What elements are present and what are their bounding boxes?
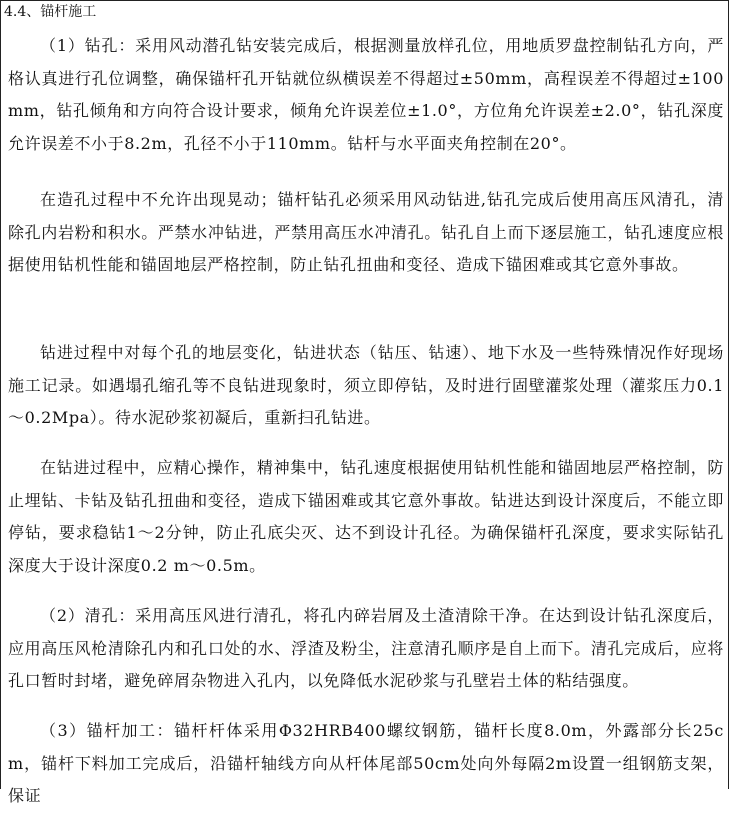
paragraph-drilling-records: 钻进过程中对每个孔的地层变化，钻进状态（钻压、钻速）、地下水及一些特殊情况作好现场施工记录。如遇塌孔缩孔等不良钻进现象时，须立即停钻，及时进行固壁灌浆处理（灌浆压力0.1～0.2Mpa）。待水泥砂浆初凝后，重新扫孔钻进。 [8,343,724,428]
paragraph-drilling-operation: 在钻进过程中，应精心操作，精神集中，钻孔速度根据使用钻机性能和锚固地层严格控制，防止埋钻、卡钻及钻孔扭曲和变径，造成下锚困难或其它意外事故。钻进达到设计深度后，不能立即停钻，要求稳钻1～2分钟，防止孔底尖灭、达不到设计孔径。为确保锚杆孔深度，要求实际钻孔深度大于设计深度0.2 m～0.5m。 [8,458,724,575]
paragraph-drilling: （1）钻孔：采用风动潜孔钻安装完成后，根据测量放样孔位，用地质罗盘控制钻孔方向，严格认真进行孔位调整，确保锚杆孔开钻就位纵横误差不得超过±50mm，高程误差不得超过±100mm，钻孔倾角和方向符合设计要求，倾角允许误差位±1.0°，方位角允许误差±2.0°，钻孔深度允许误差不小于8.2m，孔径不小于110mm。钻杆与水平面夹角控制在20°。 [8,36,724,153]
paragraph-hole-cleaning: （2）清孔：采用高压风进行清孔，将孔内碎岩屑及土渣清除干净。在达到设计钻孔深度后，应用高压风枪清除孔内和孔口处的水、浮渣及粉尘，注意清孔顺序是自上而下。清孔完成后，应将孔口暂时封堵，避免碎屑杂物进入孔内，以免降低水泥砂浆与孔壁岩土体的粘结强度。 [8,606,724,691]
paragraph-hole-forming: 在造孔过程中不允许出现晃动；锚杆钻孔必须采用风动钻进,钻孔完成后使用高压风清孔，清除孔内岩粉和积水。严禁水冲钻进，严禁用高压水冲清孔。钻孔自上而下逐层施工，钻孔速度应根据使用钻机性能和锚固地层严格控制，防止钻孔扭曲和变径、造成下锚困难或其它意外事故。 [8,190,724,275]
paragraph-anchor-fabrication: （3）锚杆加工：锚杆杆体采用Φ32HRB400螺纹钢筋，锚杆长度8.0m，外露部分长25cm，锚杆下料加工完成后，沿锚杆轴线方向从杆体尾部50cm处向外每隔2m设置一组钢筋支架，保证 [8,721,724,806]
section-heading: 4.4、锚杆施工 [4,4,97,20]
